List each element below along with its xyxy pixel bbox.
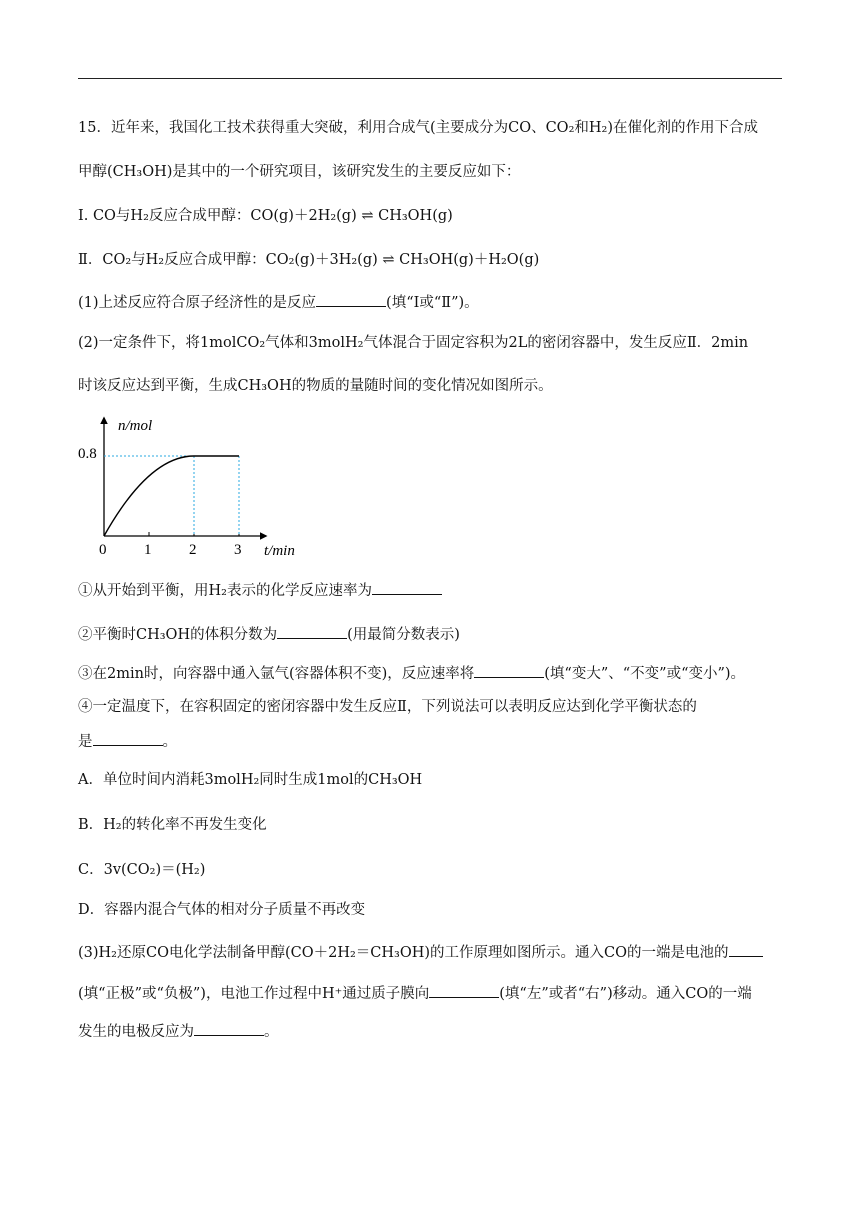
x-tick-label: 3 bbox=[234, 542, 242, 558]
ch3oh-curve bbox=[104, 456, 239, 536]
part-1-hint: (填“I或“Ⅱ”)。 bbox=[386, 295, 479, 311]
reaction-1: I. CO与H₂反应合成甲醇：CO(g)＋2H₂(g) ⇌ CH₃OH(g) bbox=[78, 208, 453, 224]
answer-blank[interactable] bbox=[429, 983, 499, 998]
question-line-2: 甲醇(CH₃OH)是其中的一个研究项目，该研究发生的主要反应如下： bbox=[78, 164, 521, 180]
answer-blank[interactable] bbox=[316, 292, 386, 307]
sub-3-text: ③在2min时，向容器中通入氩气(容器体积不变)，反应速率将 bbox=[78, 666, 475, 682]
part-3-text-3: (填“左”或者“右”)移动。通入CO的一端 bbox=[499, 986, 752, 1002]
part-3-line-2 bbox=[78, 983, 752, 1004]
part-3-text-2: (填“正极”或“负极”)，电池工作过程中H⁺通过质子膜向 bbox=[78, 986, 430, 1002]
sub-2 bbox=[78, 624, 460, 645]
y-axis-label: n/mol bbox=[118, 418, 153, 434]
part-3-line-3 bbox=[78, 1021, 279, 1042]
part-2-line-2: 时该反应达到平衡，生成CH₃OH的物质的量随时间的变化情况如图所示。 bbox=[78, 378, 553, 394]
part-3-line-1 bbox=[78, 942, 763, 963]
sub-4-text: 是 bbox=[78, 734, 93, 750]
answer-blank[interactable] bbox=[729, 942, 763, 957]
y-tick-label: 0.8 bbox=[78, 446, 97, 462]
answer-blank[interactable] bbox=[277, 624, 347, 639]
part-3-end: 。 bbox=[264, 1024, 279, 1040]
x-tick-label: 0 bbox=[99, 542, 107, 558]
sub-1 bbox=[78, 580, 442, 601]
sub-4-end: 。 bbox=[162, 734, 177, 750]
sub-3 bbox=[78, 663, 745, 684]
answer-blank[interactable] bbox=[194, 1021, 264, 1036]
part-3-text-4: 发生的电极反应为 bbox=[78, 1024, 194, 1040]
header-rule bbox=[78, 78, 782, 79]
sub-2-hint: (用最简分数表示) bbox=[347, 627, 460, 643]
answer-blank[interactable] bbox=[372, 580, 442, 595]
sub-4-line-1: ④一定温度下，在容积固定的密闭容器中发生反应Ⅱ，下列说法可以表明反应达到化学平衡状态的 bbox=[78, 699, 697, 715]
sub-1-text: ①从开始到平衡，用H₂表示的化学反应速率为 bbox=[78, 583, 372, 599]
sub-2-text: ②平衡时CH₃OH的体积分数为 bbox=[78, 627, 278, 643]
sub-4-line-2 bbox=[78, 731, 177, 752]
option-c: C．3v(CO₂)＝(H₂) bbox=[78, 862, 206, 878]
part-1 bbox=[78, 292, 479, 313]
part-3-text-1: (3)H₂还原CO电化学法制备甲醇(CO＋2H₂＝CH₃OH)的工作原理如图所示。通入CO的一端是电池的 bbox=[78, 945, 729, 961]
option-d: D．容器内混合气体的相对分子质量不再改变 bbox=[78, 902, 366, 918]
option-a: A．单位时间内消耗3molH₂同时生成1mol的CH₃OH bbox=[78, 772, 423, 788]
answer-blank[interactable] bbox=[93, 731, 163, 746]
answer-blank[interactable] bbox=[474, 663, 544, 678]
question-line-1: 15．近年来，我国化工技术获得重大突破，利用合成气(主要成分为CO、CO₂和H₂)在催化剂的作用下合成 bbox=[78, 120, 758, 136]
x-tick-label: 2 bbox=[189, 542, 197, 558]
sub-3-hint: (填“变大”、“不变”或“变小”)。 bbox=[544, 666, 746, 682]
part-1-text: (1)上述反应符合原子经济性的是反应 bbox=[78, 295, 317, 311]
part-2-line-1: (2)一定条件下，将1molCO₂气体和3molH₂气体混合于固定容积为2L的密闭容器中，发生反应Ⅱ．2min bbox=[78, 335, 749, 351]
x-tick-label: 1 bbox=[144, 542, 152, 558]
option-b: B．H₂的转化率不再发生变化 bbox=[78, 817, 267, 833]
x-axis-label: t/min bbox=[264, 543, 295, 559]
reaction-2: Ⅱ．CO₂与H₂反应合成甲醇：CO₂(g)＋3H₂(g) ⇌ CH₃OH(g)＋H₂O(g) bbox=[78, 252, 540, 268]
n-vs-t-chart bbox=[68, 408, 328, 566]
